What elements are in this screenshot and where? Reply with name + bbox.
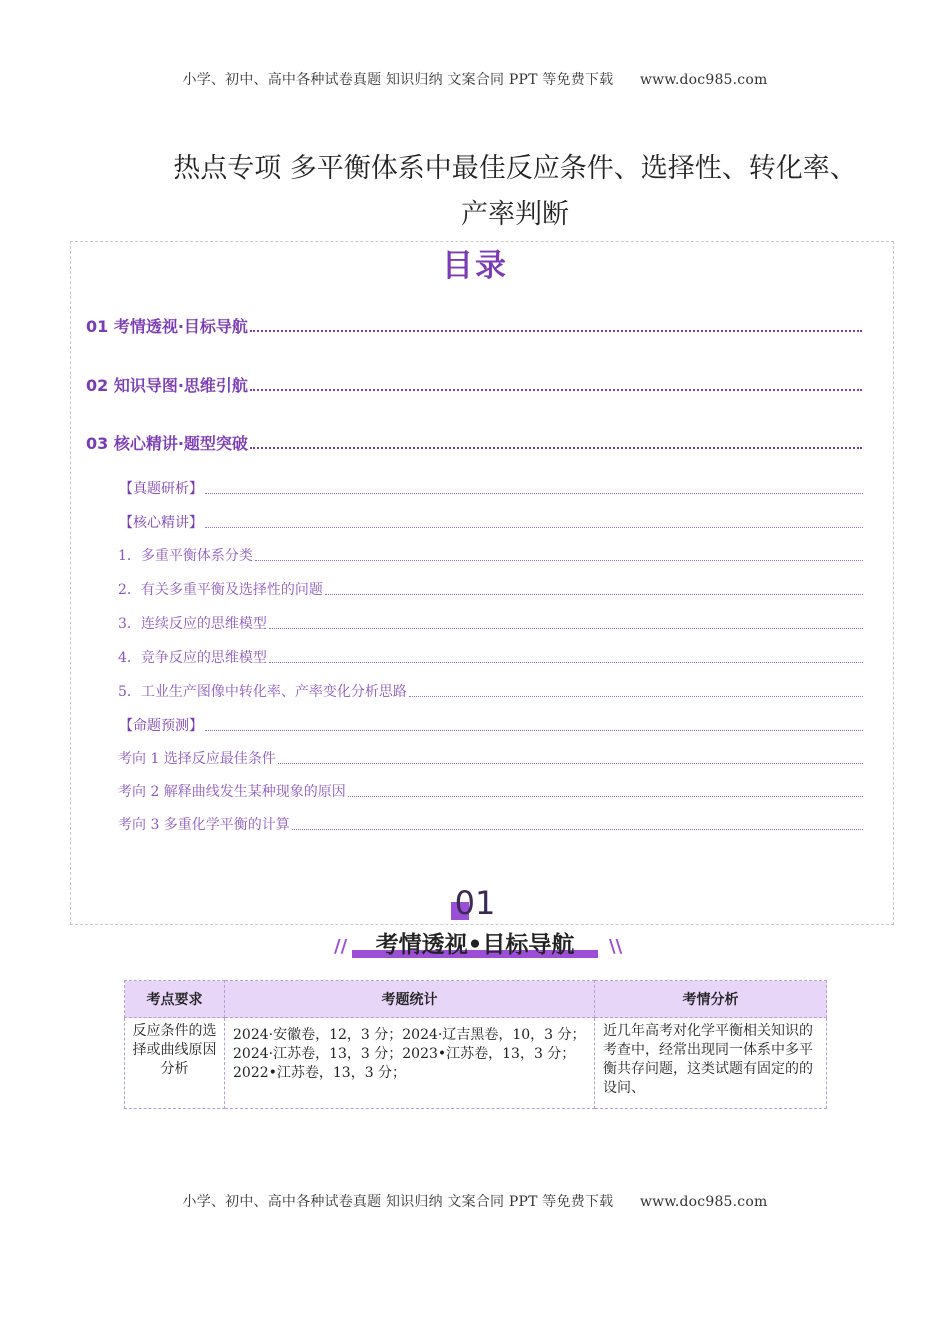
- toc-subentry[interactable]: [118, 579, 863, 599]
- toc-entry-prediction[interactable]: [119, 715, 863, 735]
- toc-entry-core[interactable]: [86, 431, 862, 454]
- toc-leader-dots: [348, 796, 863, 797]
- toc-entry-exam-analysis[interactable]: [119, 478, 863, 498]
- cell-text: 反应条件的选择或曲线原因分析: [132, 1023, 217, 1077]
- toc-leader-dots: [250, 447, 862, 449]
- toc-leader-dots: [250, 389, 862, 391]
- toc-leader-dots: [205, 730, 863, 731]
- toc-entry-label: 5．工业生产图像中转化率、产率变化分析思路: [118, 684, 407, 700]
- toc-subentry[interactable]: [118, 545, 863, 565]
- toc-entry-label: 4．竞争反应的思维模型: [118, 650, 267, 666]
- column-header: 考题统计: [225, 981, 595, 1018]
- toc-subentry[interactable]: [118, 613, 863, 633]
- toc-subentry[interactable]: [118, 681, 863, 701]
- toc-subentry[interactable]: [118, 748, 863, 768]
- document-title: [110, 146, 920, 238]
- toc-entry-label: 01 考情透视·目标导航: [86, 317, 248, 336]
- section-title: 考情透视•目标导航: [375, 932, 575, 958]
- toc-leader-dots: [269, 628, 863, 629]
- table-row: [125, 1018, 827, 1109]
- cell-text: 2024·安徽卷，12，3 分；2024·辽吉黑卷，10，3 分；2024·江苏卷，13，3 分；2023•江苏卷，13，3 分；2022•江苏卷，13，3 分；: [233, 1027, 586, 1081]
- toc-leader-dots: [205, 493, 863, 494]
- toc-entry-label: 02 知识导图·思维引航: [86, 376, 248, 395]
- toc-leader-dots: [205, 527, 863, 528]
- toc-entry-label: 【核心精讲】: [119, 515, 203, 531]
- footer-site-link[interactable]: www.doc985.com: [639, 1194, 768, 1210]
- title-line-1: 热点专项 多平衡体系中最佳反应条件、选择性、转化率、: [173, 153, 857, 184]
- toc-leader-dots: [278, 763, 863, 764]
- toc-heading: 目录: [442, 248, 508, 284]
- toc-entry-label: 【命题预测】: [119, 718, 203, 734]
- section-number: 01: [454, 884, 496, 922]
- toc-leader-dots: [409, 696, 863, 697]
- toc-entry-label: 考向 1 选择反应最佳条件: [118, 751, 276, 767]
- page-footer: [0, 1191, 950, 1211]
- toc-subentry[interactable]: [118, 781, 863, 801]
- exam-analysis-table: [124, 980, 827, 1109]
- statistics-cell: [225, 1018, 595, 1109]
- cell-text: 近几年高考对化学平衡相关知识的考查中，经常出现同一体系中多平衡共存问题，这类试题有固定的的设问、: [603, 1023, 813, 1096]
- toc-entry-label: 考向 3 多重化学平衡的计算: [118, 817, 290, 833]
- header-site-link[interactable]: www.doc985.com: [639, 72, 768, 88]
- slash-decoration-left: //: [334, 936, 348, 957]
- toc-entry-label: 【真题研析】: [119, 481, 203, 497]
- toc-entry-mindmap[interactable]: [86, 373, 862, 396]
- page-header: [0, 69, 950, 89]
- toc-leader-dots: [292, 829, 863, 830]
- analysis-cell: [595, 1018, 827, 1109]
- requirement-cell: [125, 1018, 225, 1109]
- toc-leader-dots: [250, 330, 862, 332]
- toc-leader-dots: [269, 662, 863, 663]
- column-header: 考情分析: [595, 981, 827, 1018]
- toc-leader-dots: [325, 594, 863, 595]
- column-header: 考点要求: [125, 981, 225, 1018]
- toc-entry-overview[interactable]: [86, 314, 862, 337]
- toc-subentry[interactable]: [118, 814, 863, 834]
- toc-entry-label: 03 核心精讲·题型突破: [86, 434, 248, 453]
- header-text: 小学、初中、高中各种试卷真题 知识归纳 文案合同 PPT 等免费下载: [182, 72, 614, 88]
- toc-subentry[interactable]: [118, 647, 863, 667]
- footer-text: 小学、初中、高中各种试卷真题 知识归纳 文案合同 PPT 等免费下载: [182, 1194, 614, 1210]
- toc-entry-label: 2．有关多重平衡及选择性的问题: [118, 582, 323, 598]
- toc-leader-dots: [255, 560, 863, 561]
- title-line-2: 产率判断: [461, 199, 569, 230]
- toc-entry-core-lecture[interactable]: [119, 512, 863, 532]
- toc-entry-label: 3．连续反应的思维模型: [118, 616, 267, 632]
- toc-entry-label: 考向 2 解释曲线发生某种现象的原因: [118, 784, 346, 800]
- toc-entry-label: 1．多重平衡体系分类: [118, 548, 253, 564]
- slash-decoration-right: \\: [609, 936, 623, 957]
- table-header-row: [125, 981, 827, 1018]
